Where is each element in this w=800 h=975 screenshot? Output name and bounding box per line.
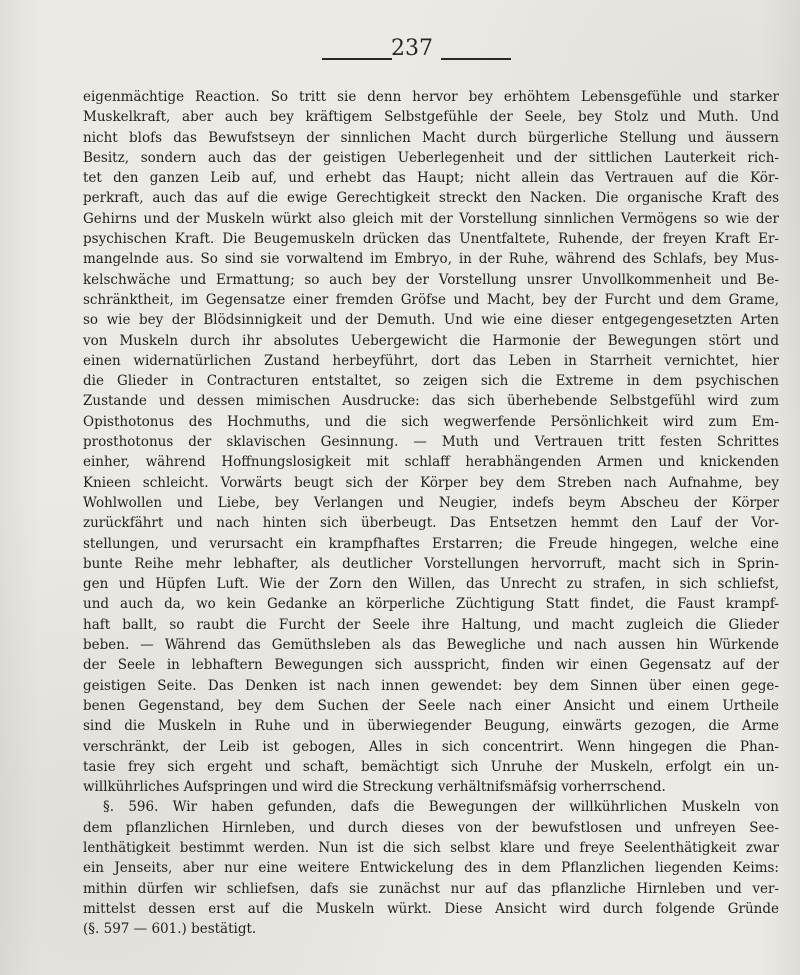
text-line: die Glieder in Contracturen entstaltet, so zeigen sich die Extreme in dem psychischen — [83, 373, 779, 390]
text-line: einher, während Hoffnungslosigkeit mit schlaff herabhängenden Armen und knickenden — [83, 454, 779, 471]
text-line: stellungen, und verursacht ein krampfhaftes Erstarren; die Freude hingegen, welche eine — [83, 535, 779, 552]
text-line: schränktheit, im Gegensatze einer fremden Gröfse und Macht, bey der Furcht und dem Grame, — [83, 291, 779, 308]
page-header — [0, 38, 800, 74]
text-line: dem pflanzlichen Hirnleben, und durch dieses von der bewufstlosen und unfreyen See- — [83, 819, 779, 836]
text-line: geistigen Seite. Das Denken ist nach innen gewendet: bey dem Sinnen über einen gege- — [83, 677, 779, 694]
page-body-text — [83, 87, 779, 939]
text-line: haft ballt, so raubt die Furcht der Seele ihre Haltung, und macht zugleich die Glieder — [83, 616, 779, 633]
text-line: verschränkt, der Leib ist gebogen, Alles in sich concentrirt. Wenn hingegen die Phan- — [83, 738, 779, 755]
text-line: willkührliches Aufspringen und wird die Streckung verhältnifsmäfsig vorherrschend. — [83, 779, 666, 796]
text-line: lenthätigkeit bestimmt werden. Nun ist die sich selbst klare und freye Seelenthätigkeit zwar — [83, 839, 779, 856]
text-line: der Seele in lebhaftern Bewegungen sich ausspricht, finden wir einen Gegensatz auf der — [83, 657, 779, 674]
text-line: Gehirns und der Muskeln würkt also gleich mit der Vorstellung sinnlichen Vermögens so wie der — [83, 210, 779, 227]
text-line: benen Gegenstand, bey dem Suchen der Seele nach einer Ansicht und einem Urtheile — [83, 697, 779, 714]
text-line: Besitz, sondern auch das der geistigen Ueberlegenheit und der sittlichen Lauterkeit rich- — [83, 149, 779, 166]
text-line: Knieen schleicht. Vorwärts beugt sich der Körper bey dem Streben nach Aufnahme, bey — [83, 474, 779, 491]
text-line: mittelst dessen erst auf die Muskeln würkt. Diese Ansicht wird durch folgende Gründe — [83, 900, 779, 917]
text-line: ein Jenseits, aber nur eine weitere Entwickelung des in dem Pflanzlichen liegenden Keims: — [83, 860, 779, 877]
header-rule-right — [441, 58, 511, 60]
text-line: gen und Hüpfen Luft. Wie der Zorn den Willen, das Unrecht zu strafen, in sich schliefst, — [83, 576, 779, 593]
text-line: Muskelkraft, aber auch bey kräftigem Selbstgefühle der Seele, bey Stolz und Muth. Und — [83, 109, 779, 126]
text-line: nicht blofs das Bewufstseyn der sinnlichen Macht durch bürgerliche Stellung und äussern — [83, 129, 779, 146]
text-line: Opisthotonus des Hochmuths, und die sich wegwerfende Persönlichkeit wird zum Em- — [83, 413, 779, 430]
text-line: beben. — Während das Gemüthsleben als das Bewegliche und nach aussen hin Würkende — [83, 637, 779, 654]
page-number: 237 — [391, 36, 433, 61]
text-line: perkraft, auch das auf die ewige Gerechtigkeit streckt den Nacken. Die organische Kraft des — [83, 190, 779, 207]
text-line: mangelnde aus. So sind sie vorwaltend im Embryo, in der Ruhe, während des Schlafs, bey Mus- — [83, 251, 779, 268]
text-line: mithin dürfen wir schliefsen, dafs sie zunächst nur auf das pflanzliche Hirnleben und ver- — [83, 880, 779, 897]
text-line: bunte Reihe mehr lebhafter, als deutlicher Vorstellungen hervorruft, macht sich in Sprin- — [83, 555, 779, 572]
text-line: eigenmächtige Reaction. So tritt sie denn hervor bey erhöhtem Lebensgefühle und starker — [83, 89, 779, 105]
text-line: so wie bey der Blödsinnigkeit und der Demuth. Und wie eine dieser entgegengesetzten Arten — [83, 312, 779, 329]
text-line: tet den ganzen Leib auf, und erhebt das Haupt; nicht allein das Vertrauen auf die Kör- — [83, 170, 779, 187]
text-line: tasie frey sich ergeht und schaft, bemächtigt sich Unruhe der Muskeln, erfolgt ein un- — [83, 758, 779, 775]
text-line: Wohlwollen und Liebe, bey Verlangen und Neugier, indefs beym Abscheu der Körper — [83, 494, 779, 511]
text-line: kelschwäche und Ermattung; so auch bey der Vorstellung unsrer Unvollkommenheit und Be- — [83, 271, 779, 288]
text-line: psychischen Kraft. Die Beugemuskeln drücken das Unentfaltete, Ruhende, der freyen Kraft Er- — [83, 231, 779, 248]
text-line: und auch da, wo kein Gedanke an körperliche Züchtigung Statt findet, die Faust krampf- — [83, 596, 779, 613]
text-line: (§. 597 — 601.) bestätigt. — [83, 921, 257, 938]
text-line: einen widernatürlichen Zustand herbeyführt, dort das Leben in Starrheit vernichtet, hier — [83, 352, 779, 369]
text-line: von Muskeln durch ihr absolutes Uebergewicht die Harmonie der Bewegungen stört und — [83, 332, 779, 349]
text-line: prosthotonus der sklavischen Gesinnung. — Muth und Vertrauen tritt festen Schrittes — [83, 434, 779, 451]
text-line: sind die Muskeln in Ruhe und in überwiegender Beugung, einwärts gezogen, die Arme — [83, 718, 779, 735]
text-line: zurückfährt und nach hinten sich überbeugt. Das Entsetzen hemmt den Lauf der Vor- — [83, 515, 779, 532]
text-line: Zustande und dessen mimischen Ausdrucke: das sich überhebende Selbstgefühl wird zum — [83, 393, 779, 410]
section-paragraph-line: §. 596. Wir haben gefunden, dafs die Bewegungen der willkührlichen Muskeln von — [103, 799, 779, 816]
